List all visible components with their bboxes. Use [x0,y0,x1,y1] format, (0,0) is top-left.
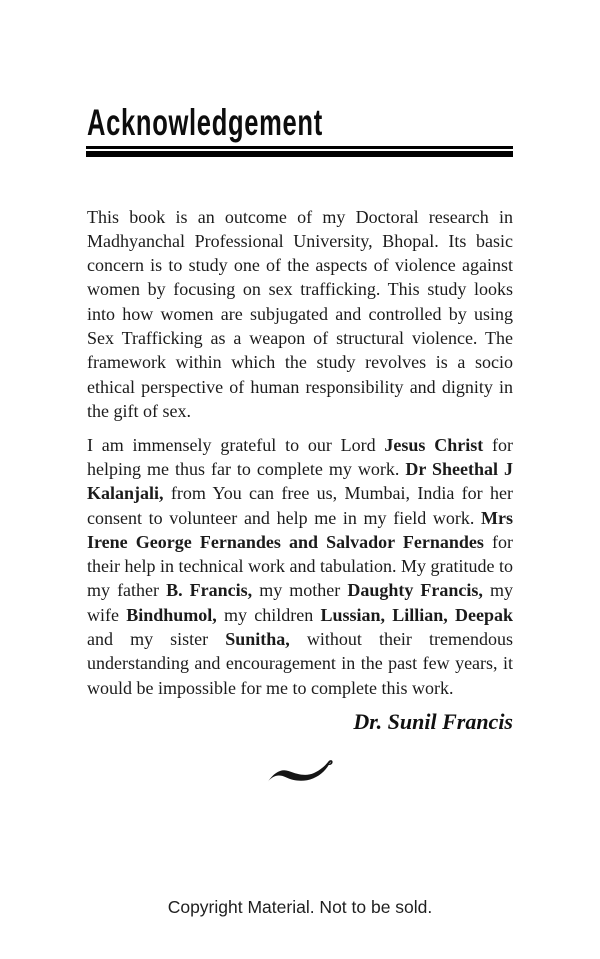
paragraph-1 [87,205,513,424]
author-signature: Dr. Sunil Francis [353,709,513,735]
body-text-run: I am immensely grateful to our Lord [87,434,385,455]
title-underline-thin [86,146,513,149]
body-text-run: for helping me thus far to complete my work. [87,434,513,479]
body-text-run: and my sister [87,629,226,650]
body-text-run: my wife [87,580,513,625]
title-underline-thick [86,151,513,157]
emphasized-name: Daughty Francis, [347,580,483,601]
body-text-run: This book is an outcome of my Doctoral research in Madhyanchal Professional University, Bhopal. Its basic concern is to study one of the aspects of violence against women by focusing on sex trafficking. This study looks into how women are subjugated and controlled by using Sex Trafficking as a weapon of structural violence. The framework within which the study revolves is a socio ethical perspective of human responsibility and dignity in the gift of sex. [87,206,513,421]
copyright-notice: Copyright Material. Not to be sold. [167,897,433,917]
body-text-run: for their help in technical work and tabulation. My gratitude to my father [87,531,513,601]
body-text-run: my children [216,604,321,625]
body-text-run: from You can free us, Mumbai, India for her consent to volunteer and help me in my field work. [87,483,513,528]
swash-ornament-icon [266,759,334,785]
body-text [87,205,513,786]
body-text-run: without their tremendous understanding and encouragement in the past few years, it would be impossible for me to complete this work. [87,629,513,698]
emphasized-name: Sunitha, [225,629,290,650]
emphasized-name: Bindhumol, [126,604,217,625]
emphasized-name: Jesus Christ [384,434,484,455]
emphasized-name: Lussian, Lillian, Deepak [320,604,514,625]
emphasized-name: Dr Sheethal J Kalanjali, [87,458,513,504]
paragraph-2 [87,433,513,700]
emphasized-name: B. Francis, [166,580,253,601]
body-text-run: my mother [252,580,348,601]
emphasized-name: Mrs Irene George Fernandes and Salvador Fernandes [87,507,513,552]
page-title: Acknowledgement [87,102,323,143]
